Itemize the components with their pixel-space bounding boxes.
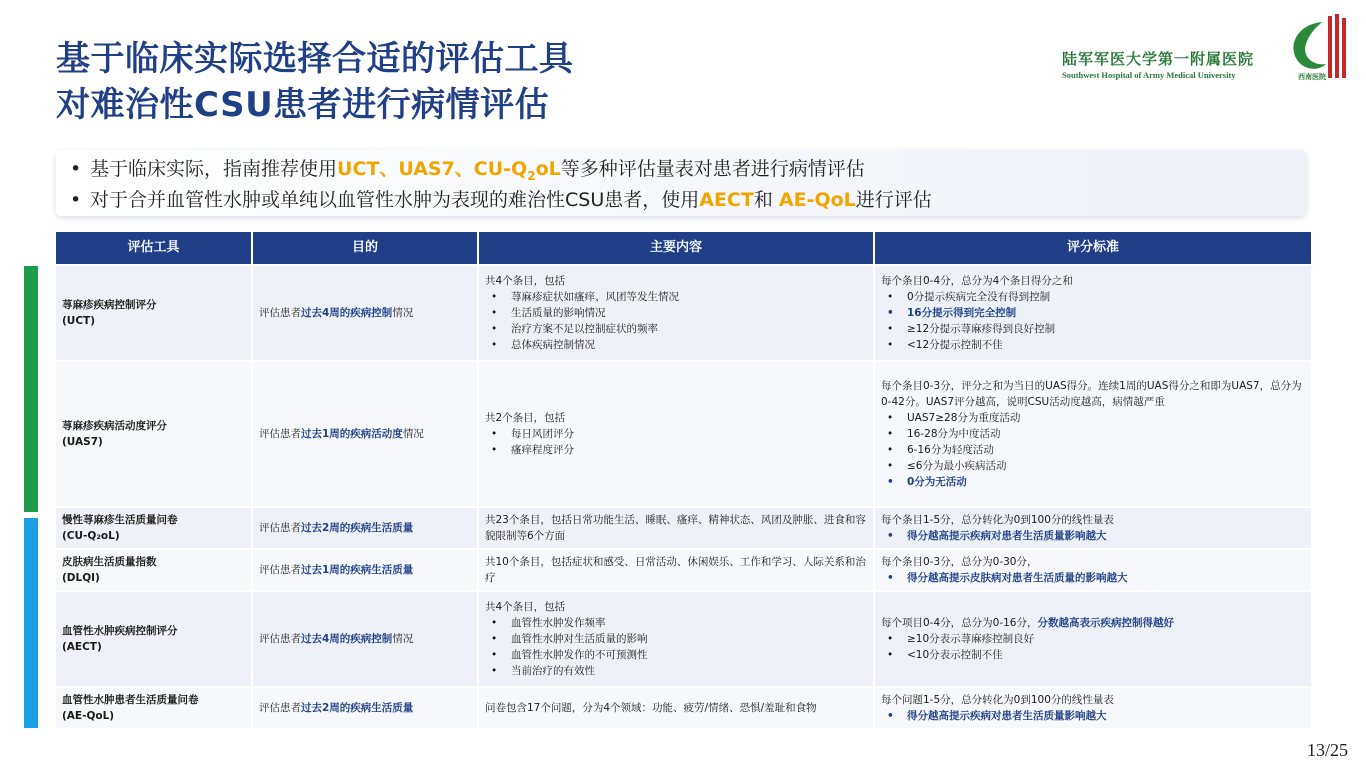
tool-abbr: (CU-Q₂oL) — [62, 530, 120, 542]
score-item: • UAS7≥28分为重度活动 — [881, 410, 1305, 426]
content-intro: 问卷包含17个问题，分为4个领域：功能、疲劳/情绪、恐惧/羞耻和食物 — [485, 702, 817, 714]
purpose-cell — [252, 265, 478, 361]
content-intro: 共10个条目，包括症状和感受、日常活动、休闲娱乐、工作和学习、人际关系和治疗 — [485, 556, 866, 584]
score-item: • ≥10分表示荨麻疹控制良好 — [881, 631, 1305, 647]
side-bar-green — [24, 266, 38, 512]
content-cell — [478, 549, 874, 591]
score-intro-block — [881, 512, 1305, 528]
tool-name: 皮肤病生活质量指数 — [62, 556, 157, 568]
score-item: • 0分提示疾病完全没有得到控制 — [881, 289, 1305, 305]
table-row — [56, 265, 1312, 361]
purpose-pre: 评估患者 — [259, 307, 301, 319]
tool-name: 荨麻疹疾病控制评分 — [62, 299, 157, 311]
score-intro: 每个条目0-3分，评分之和为当日的UAS得分。连续1周的UAS得分之和即为UAS7，总分为0-42分。UAS7评分越高，说明CSU活动度越高，病情越严重 — [881, 380, 1302, 408]
purpose-cell — [252, 361, 478, 507]
score-item: • 16分提示得到完全控制 — [881, 305, 1305, 321]
content-cell — [478, 507, 874, 549]
score-list — [881, 708, 1305, 724]
content-item: • 荨麻疹症状如瘙痒、风团等发生情况 — [485, 289, 867, 305]
tool-name: 血管性水肿疾病控制评分 — [62, 625, 178, 637]
content-cell — [478, 591, 874, 687]
tool-name: 慢性荨麻疹生活质量问卷 — [62, 514, 178, 526]
content-item: • 生活质量的影响情况 — [485, 305, 867, 321]
content-cell — [478, 687, 874, 728]
side-bar-blue — [24, 518, 38, 728]
title-line-2: 对难治性CSU患者进行病情评估 — [56, 85, 550, 125]
content-item: • 血管性水肿发作频率 — [485, 615, 867, 631]
content-item: • 血管性水肿发作的不可预测性 — [485, 647, 867, 663]
content-item: • 总体疾病控制情况 — [485, 337, 867, 353]
score-list — [881, 410, 1305, 490]
tool-name: 荨麻疹疾病活动度评分 — [62, 420, 167, 432]
score-item: • 6-16分为轻度活动 — [881, 442, 1305, 458]
score-intro: 每个条目1-5分，总分转化为0到100分的线性量表 — [881, 514, 1114, 526]
purpose-pre: 评估患者 — [259, 522, 301, 534]
hospital-logo — [1062, 12, 1352, 84]
tool-cell — [56, 549, 252, 591]
score-list — [881, 631, 1305, 663]
logo-cn-name: 陆军军医大学第一附属医院 — [1062, 50, 1255, 68]
score-intro-block — [881, 378, 1305, 410]
logo-label: 西南医院 — [1298, 73, 1326, 81]
table-row — [56, 507, 1312, 549]
purpose-highlight: 过去4周的疾病控制 — [301, 307, 393, 319]
score-item: • ≥12分提示荨麻疹得到良好控制 — [881, 321, 1305, 337]
tool-abbr: (UAS7) — [62, 436, 103, 448]
page-number: 13/25 — [1306, 740, 1348, 760]
score-item: • 得分越高提示疾病对患者生活质量影响越大 — [881, 708, 1305, 724]
purpose-pre: 评估患者 — [259, 564, 301, 576]
content-item: • 当前治疗的有效性 — [485, 663, 867, 679]
score-list — [881, 570, 1305, 586]
score-intro-block — [881, 554, 1305, 570]
content-item: • 血管性水肿对生活质量的影响 — [485, 631, 867, 647]
score-list — [881, 289, 1305, 353]
score-cell — [874, 507, 1312, 549]
score-intro-block — [881, 615, 1305, 631]
score-cell — [874, 687, 1312, 728]
content-intro: 共23个条目，包括日常功能生活、睡眠、瘙痒、精神状态、风团及肿胀、进食和容貌限制等6个方面 — [485, 514, 866, 542]
table-row — [56, 687, 1312, 728]
score-intro: 每个项目0-4分，总分为0-16分， — [881, 617, 1038, 629]
purpose-pre: 评估患者 — [259, 428, 301, 440]
bullet-1: • 基于临床实际，指南推荐使用UCT、UAS7、$CU-Q_2oL$等多种评估量表对患者进行病情评估 — [70, 158, 865, 183]
score-intro: 每个问题1-5分，总分转化为0到100分的线性量表 — [881, 694, 1114, 706]
content-cell — [478, 265, 874, 361]
content-item: • 瘙痒程度评分 — [485, 442, 867, 458]
table-row — [56, 591, 1312, 687]
purpose-highlight: 过去4周的疾病控制 — [301, 633, 393, 645]
content-list — [485, 289, 867, 353]
score-item: • <10分表示控制不佳 — [881, 647, 1305, 663]
title-line-1: 基于临床实际选择合适的评估工具 — [56, 39, 574, 79]
tool-abbr: (AECT) — [62, 641, 102, 653]
content-list — [485, 615, 867, 679]
tool-cell — [56, 591, 252, 687]
purpose-cell — [252, 549, 478, 591]
score-intro: 每个条目0-3分，总分为0-30分， — [881, 556, 1038, 568]
purpose-cell — [252, 591, 478, 687]
logo-en-name: Southwest Hospital of Army Medical University — [1062, 70, 1236, 80]
score-item: • 得分越高提示疾病对患者生活质量影响越大 — [881, 528, 1305, 544]
tool-cell — [56, 507, 252, 549]
score-cell — [874, 591, 1312, 687]
score-item: • ≤6分为最小疾病活动 — [881, 458, 1305, 474]
purpose-pre: 评估患者 — [259, 633, 301, 645]
purpose-highlight: 过去2周的疾病生活质量 — [301, 702, 414, 714]
header-content: 主要内容 — [478, 232, 874, 265]
score-item: • <12分提示控制不佳 — [881, 337, 1305, 353]
purpose-post: 情况 — [402, 428, 424, 440]
tool-abbr: (UCT) — [62, 315, 95, 327]
tool-name: 血管性水肿患者生活质量问卷 — [62, 694, 199, 706]
score-cell — [874, 549, 1312, 591]
content-cell — [478, 361, 874, 507]
content-item: • 治疗方案不足以控制症状的频率 — [485, 321, 867, 337]
purpose-post: 情况 — [392, 633, 414, 645]
tool-cell — [56, 265, 252, 361]
summary-panel — [56, 150, 1306, 216]
purpose-cell — [252, 507, 478, 549]
score-intro-highlight: 分数越高表示疾病控制得越好 — [1037, 617, 1174, 629]
score-item: • 16-28分为中度活动 — [881, 426, 1305, 442]
bullet-2: • 对于合并血管性水肿或单纯以血管性水肿为表现的难治性CSU患者，使用AECT和 AE-QoL进行评估 — [70, 189, 932, 211]
score-intro-block — [881, 273, 1305, 289]
content-intro: 共4个条目，包括 — [485, 275, 566, 287]
tool-abbr: (AE-QoL) — [62, 710, 115, 722]
page-title — [56, 36, 574, 128]
content-intro: 共2个条目，包括 — [485, 412, 566, 424]
score-intro-block — [881, 692, 1305, 708]
purpose-highlight: 过去2周的疾病生活质量 — [301, 522, 414, 534]
score-list — [881, 528, 1305, 544]
content-list — [485, 426, 867, 458]
table-row — [56, 549, 1312, 591]
content-item: • 每日风团评分 — [485, 426, 867, 442]
header-score: 评分标准 — [874, 232, 1312, 265]
tool-cell — [56, 361, 252, 507]
tool-cell — [56, 687, 252, 728]
tool-abbr: (DLQI) — [62, 572, 100, 584]
purpose-cell — [252, 687, 478, 728]
score-cell — [874, 265, 1312, 361]
score-cell — [874, 361, 1312, 507]
purpose-highlight: 过去1周的疾病生活质量 — [301, 564, 414, 576]
assessment-tools-table — [56, 232, 1313, 728]
header-purpose: 目的 — [252, 232, 478, 265]
score-item: • 0分为无活动 — [881, 474, 1305, 490]
header-tool: 评估工具 — [56, 232, 252, 265]
table-row — [56, 361, 1312, 507]
table-header-row — [56, 232, 1312, 265]
purpose-post: 情况 — [392, 307, 414, 319]
content-intro: 共4个条目，包括 — [485, 601, 566, 613]
score-intro: 每个条目0-4分，总分为4个条目得分之和 — [881, 275, 1073, 287]
score-item: • 得分越高提示皮肤病对患者生活质量的影响越大 — [881, 570, 1305, 586]
purpose-pre: 评估患者 — [259, 702, 301, 714]
purpose-highlight: 过去1周的疾病活动度 — [301, 428, 403, 440]
